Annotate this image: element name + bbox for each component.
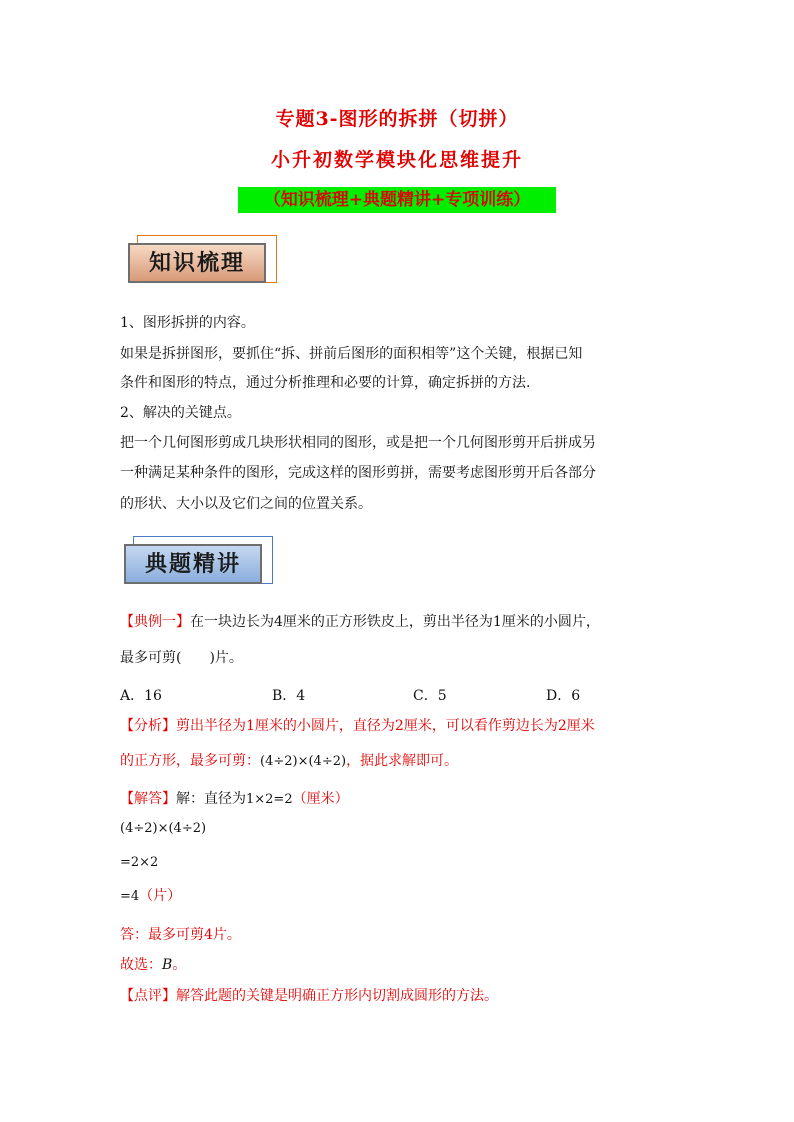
doc-subtitle: 小升初数学模块化思维提升 — [270, 149, 523, 171]
answer-line — [120, 789, 349, 810]
option-d: D．6 — [546, 688, 581, 704]
doc-title: 专题3-图形的拆拼（切拼） — [275, 108, 519, 130]
answer-intro: 解：直径为 — [176, 791, 246, 807]
analysis-text: 剪出半径为1厘米的小圆片，直径为2厘米，可以看作剪边长为2厘米 — [176, 718, 595, 734]
analysis-text: ，据此求解即可。 — [346, 753, 459, 769]
step-value: =4 — [120, 889, 140, 904]
badge-label: 典题精讲 — [124, 544, 262, 584]
analysis-line-1 — [120, 716, 595, 736]
analysis-text: 的正方形，最多可剪： — [120, 753, 260, 769]
choice-value: B — [162, 957, 173, 973]
analysis-tag: 【分析】 — [120, 718, 176, 734]
step-unit: （片） — [139, 888, 182, 904]
doc-tagline: （知识梳理+典题精讲+专项训练） — [238, 187, 556, 213]
solution-step-3 — [120, 886, 181, 907]
knowledge-line: 把一个几何图形剪成几块形状相同的图形，或是把一个几何图形剪开后拼成另 — [120, 435, 596, 451]
option-b: B．4 — [272, 688, 306, 704]
analysis-line-2 — [120, 751, 458, 772]
solution-step-2: =2×2 — [120, 855, 159, 870]
section-badge-knowledge — [128, 243, 266, 283]
knowledge-line: 如果是拆拼图形，要抓住“拆、拼前后图形的面积相等”这个关键，根据已知 — [120, 346, 583, 362]
answer-expression: 1×2=2 — [246, 792, 293, 807]
comment-text: 解答此题的关键是明确正方形内切割成圆形的方法。 — [176, 988, 498, 1004]
question-text: 在一块边长为4厘米的正方形铁皮上，剪出半径为1厘米的小圆片， — [190, 614, 600, 630]
option-c: C．5 — [413, 688, 447, 704]
example-tag: 【典例一】 — [120, 614, 190, 630]
question-text-2: 最多可剪( )片。 — [120, 650, 243, 666]
choice-label: 故选： — [120, 957, 162, 973]
comment-line — [120, 986, 498, 1006]
answer-tag: 【解答】 — [120, 791, 176, 807]
choice-end: 。 — [172, 957, 187, 973]
analysis-expression: (4÷2)×(4÷2) — [260, 754, 347, 769]
knowledge-line: 条件和图形的特点，通过分析推理和必要的计算，确定拆拼的方法. — [120, 375, 531, 391]
solution-step-1: (4÷2)×(4÷2) — [120, 821, 207, 836]
option-a: A．16 — [120, 688, 162, 704]
example-question — [120, 612, 600, 632]
section-badge-examples — [124, 544, 262, 584]
choice-line — [120, 955, 186, 975]
final-answer: 答：最多可剪4片。 — [120, 927, 241, 943]
knowledge-line: 一种满足某种条件的图形，完成这样的图形剪拼，需要考虑图形剪开后各部分 — [120, 465, 596, 481]
badge-label: 知识梳理 — [128, 243, 266, 283]
knowledge-heading-1: 1、图形拆拼的内容。 — [120, 315, 255, 331]
comment-tag: 【点评】 — [120, 988, 176, 1004]
answer-unit: （厘米） — [292, 791, 349, 807]
knowledge-line: 的形状、大小以及它们之间的位置关系。 — [120, 496, 372, 512]
knowledge-heading-2: 2、解决的关键点。 — [120, 405, 241, 421]
